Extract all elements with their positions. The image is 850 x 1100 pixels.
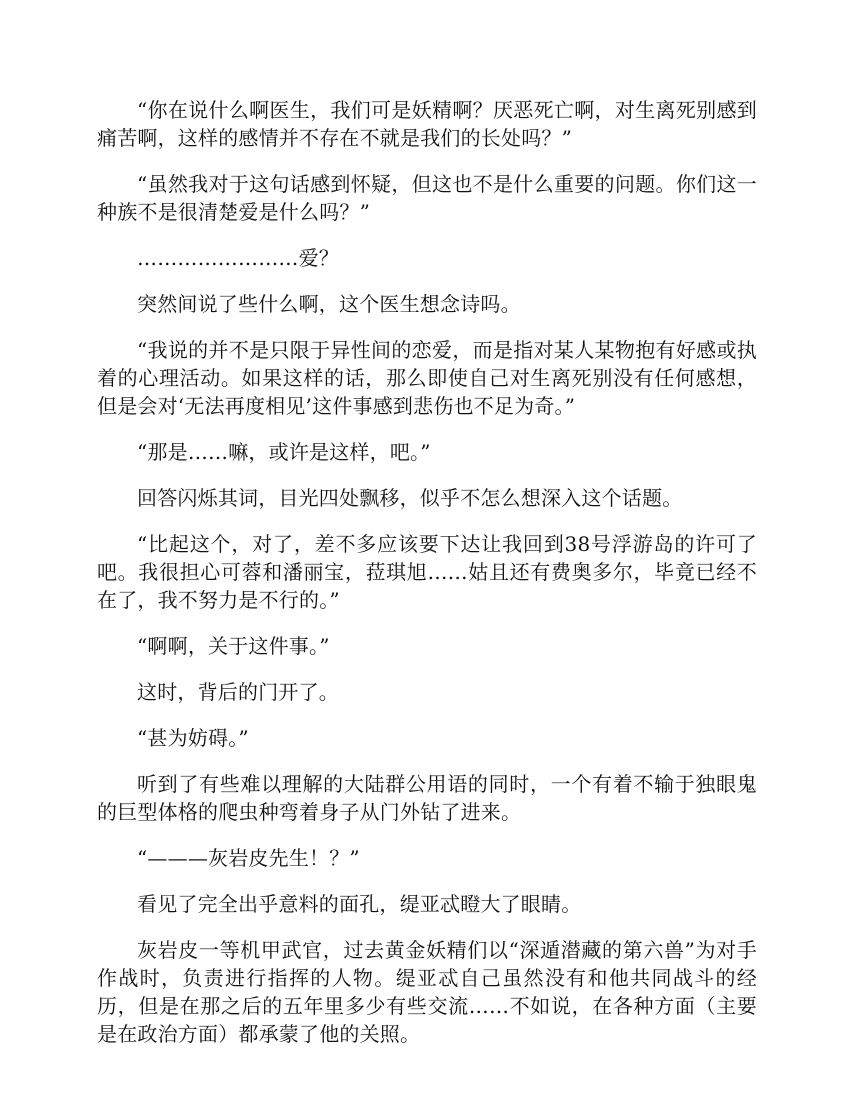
paragraph-13: “———灰岩皮先生！？” (137, 846, 360, 870)
paragraph-12: 听到了有些难以理解的大陆群公用语的同时，一个有着不输于独眼鬼的巨型体格的爬虫种弯着身子从门外钻了进来。 (97, 772, 757, 824)
paragraph-1: “你在说什么啊医生，我们可是妖精啊？厌恶死亡啊，对生离死别感到痛苦啊，这样的感情并不存在不就是我们的长处吗？” (97, 98, 757, 150)
paragraph-6: “那是……嘛，或许是这样，吧。” (137, 440, 431, 464)
paragraph-14: 看见了完全出乎意料的面孔，缇亚忒瞪大了眼睛。 (137, 892, 582, 916)
paragraph-2: “虽然我对于这句话感到怀疑，但这也不是什么重要的问题。你们这一种族不是很清楚爱是什么吗？” (97, 172, 757, 224)
paragraph-4: 突然间说了些什么啊，这个医生想念诗吗。 (137, 292, 521, 316)
paragraph-7: 回答闪烁其词，目光四处飘移，似乎不怎么想深入这个话题。 (137, 486, 683, 510)
paragraph-8: “比起这个，对了，差不多应该要下达让我回到38号浮游岛的许可了吧。我很担心可蓉和潘丽宝，菈琪旭……姑且还有费奥多尔，毕竟已经不在了，我不努力是不行的。” (97, 532, 757, 612)
paragraph-10: 这时，背后的门开了。 (137, 680, 339, 704)
paragraph-15: 灰岩皮一等机甲武官，过去黄金妖精们以“深遁潜藏的第六兽”为对手作战时，负责进行指挥的人物。缇亚忒自己虽然没有和他共同战斗的经历，但是在那之后的五年里多少有些交流……不如说，在各种方面（主要是在政治方面）都承蒙了他的关照。 (97, 938, 757, 1046)
paragraph-11: “甚为妨碍。” (137, 726, 249, 750)
paragraph-9: “啊啊，关于这件事。” (137, 634, 330, 658)
paragraph-3: ……………………爱？ (137, 246, 339, 270)
document-body (97, 96, 757, 1066)
paragraph-5: “我说的并不是只限于异性间的恋爱，而是指对某人某物抱有好感或执着的心理活动。如果这样的话，那么即使自己对生离死别没有任何感想，但是会对‘无法再度相见’这件事感到悲伤也不足为奇。” (97, 338, 757, 418)
